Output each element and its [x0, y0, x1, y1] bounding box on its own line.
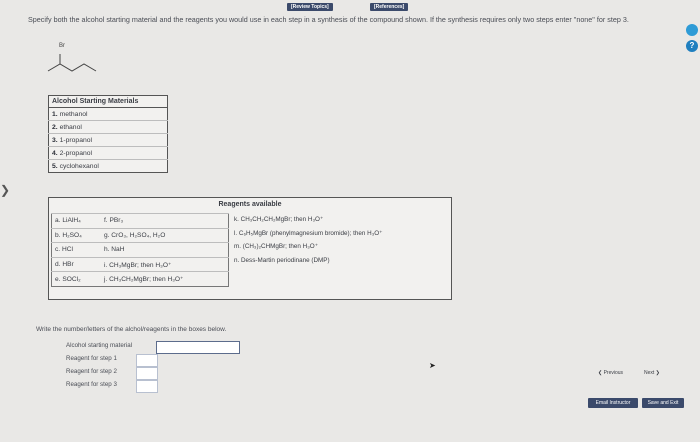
help-icon[interactable]: ?	[686, 40, 698, 52]
table-row: c. HCl h. NaH	[52, 243, 229, 258]
form-instructions: Write the number/letters of the alchol/reagents in the boxes below.	[36, 326, 227, 333]
table-row: 2. ethanol	[49, 121, 168, 134]
table-row: n. Dess-Martin periodinane (DMP)	[234, 257, 330, 265]
alcohol-label: Alcohol starting material	[66, 342, 133, 349]
table-row: 3. 1-propanol	[49, 134, 168, 147]
chevron-right-icon: ❯	[655, 370, 660, 376]
table-row: e. SOCl₂ j. CH₃CH₂MgBr; then H₃O⁺	[52, 272, 229, 287]
chevron-left-icon[interactable]: ❯	[0, 183, 11, 197]
step2-label: Reagent for step 2	[66, 368, 117, 375]
step1-label: Reagent for step 1	[66, 355, 117, 362]
step1-input[interactable]	[136, 354, 158, 367]
table-row: k. CH₃CH₂CH₂MgBr; then H₃O⁺	[234, 216, 324, 224]
resource-icon[interactable]	[686, 24, 698, 36]
mouse-cursor-icon: ➤	[429, 361, 436, 370]
table-row: 1. methanol	[49, 108, 168, 121]
table-row: l. C₆H₅MgBr (phenylmagnesium bromide); then H₃O⁺	[234, 229, 383, 237]
step3-input[interactable]	[136, 380, 158, 393]
save-and-exit-button[interactable]: Save and Exit	[642, 398, 684, 408]
alcohol-table-header: Alcohol Starting Materials	[49, 96, 168, 108]
target-molecule	[42, 43, 106, 77]
reagents-left-table	[51, 213, 229, 287]
table-row: d. HBr i. CH₃MgBr; then H₃O⁺	[52, 257, 229, 272]
step2-input[interactable]	[136, 367, 158, 380]
table-row: 4. 2-propanol	[49, 147, 168, 160]
alcohol-table	[48, 95, 168, 173]
table-row: 5. cyclohexanol	[49, 160, 168, 173]
table-row: b. H₂SO₄ g. CrO₃, H₂SO₄, H₂O	[52, 228, 229, 243]
alcohol-input[interactable]	[156, 341, 240, 354]
reagents-panel	[48, 197, 452, 300]
question-text: Specify both the alcohol starting material and the reagents you would use in each step in a synthesis of the compound shown. If the synthesis requires only two steps enter "none" for step 3.	[28, 15, 629, 24]
step3-label: Reagent for step 3	[66, 381, 117, 388]
chevron-left-icon: ❮	[598, 370, 603, 376]
references-link[interactable]: [References]	[370, 3, 408, 11]
reagents-right-table	[231, 213, 447, 267]
next-button[interactable]: Next ❯	[644, 370, 660, 376]
bromine-label: Br	[59, 43, 65, 49]
reagents-title: Reagents available	[218, 201, 282, 208]
previous-button[interactable]: ❮ Previous	[598, 370, 624, 376]
table-row: m. (CH₃)₂CHMgBr; then H₃O⁺	[234, 243, 319, 251]
top-bar	[0, 0, 700, 14]
review-topics-link[interactable]: [Review Topics]	[287, 3, 333, 11]
table-row: a. LiAlH₄ f. PBr₃	[52, 214, 229, 229]
email-instructor-button[interactable]: Email Instructor	[588, 398, 638, 408]
